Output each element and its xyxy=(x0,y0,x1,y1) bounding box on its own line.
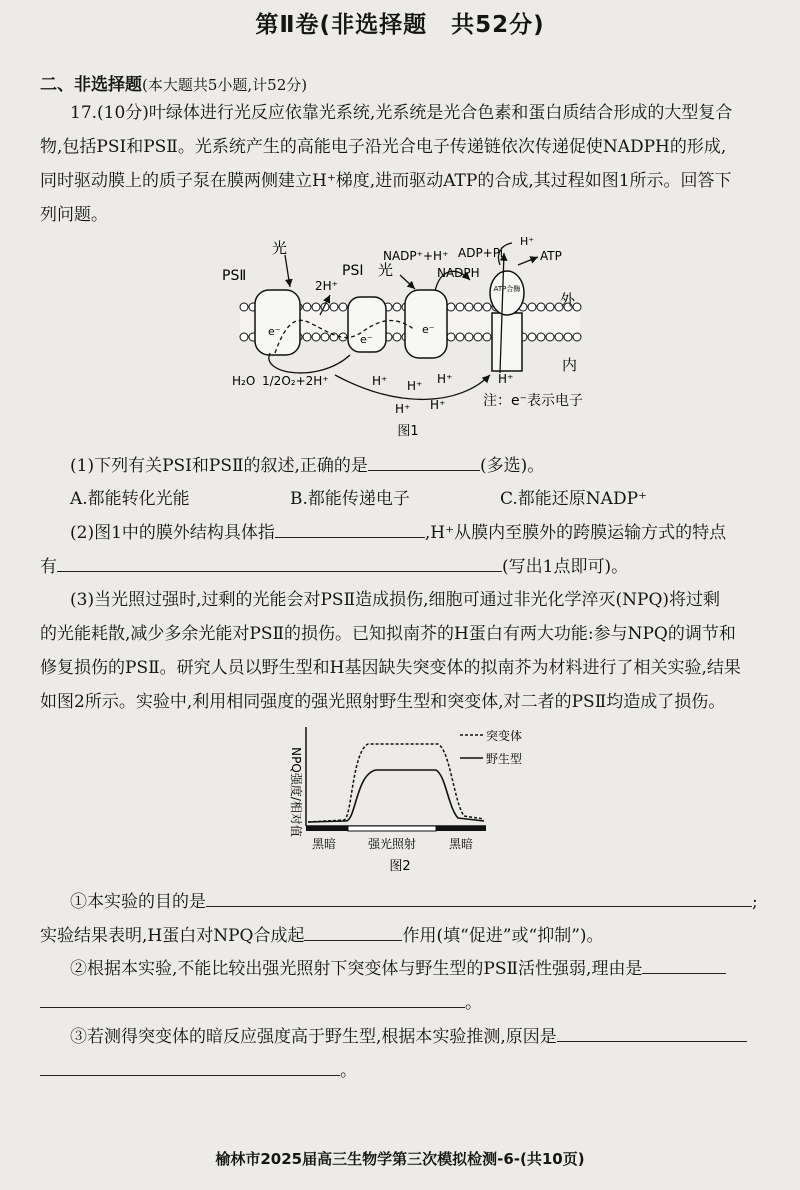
atp-label: ATP xyxy=(540,249,562,263)
answer-blank-8[interactable] xyxy=(557,1023,747,1042)
q17-intro-line-1: 17.(10分)叶绿体进行光反应依靠光系统,光系统是光合色素和蛋白质结合形成的大型复合 xyxy=(70,103,733,123)
atp-enzyme-label: ATP合酶 xyxy=(493,285,521,293)
q17-part3-line-4: 如图2所示。实验中,利用相同强度的强光照射野生型和突变体,对二者的PSⅡ均造成了损伤。 xyxy=(40,692,726,712)
water-label: H₂O xyxy=(232,374,256,388)
q17-part1 xyxy=(70,452,544,479)
light-label-2: 光 xyxy=(378,261,394,279)
q17-part2-c: 有 xyxy=(40,557,57,577)
fig2-ylabel: NPQ强度/相对值 xyxy=(289,747,303,837)
fig2-dark-bar-1 xyxy=(306,826,348,831)
fig2-light-bar xyxy=(348,826,436,831)
q17-part2-a: (2)图1中的膜外结构具体指 xyxy=(70,523,275,543)
figure-1-caption: 图1 xyxy=(397,424,419,439)
fig2-xlabel-2: 强光照射 xyxy=(367,837,417,851)
fig2-dark-bar-2 xyxy=(436,826,486,831)
psii-label: PSⅡ xyxy=(222,268,247,284)
fig2-xlabel-3: 黑暗 xyxy=(448,837,474,851)
sub-q1-a: ①本实验的目的是 xyxy=(70,892,206,912)
figure-2-chart xyxy=(278,722,548,882)
fig2-legend-wild: 野生型 xyxy=(486,752,523,766)
h-label-c: H⁺ xyxy=(437,372,453,386)
sub-q2-line1 xyxy=(70,955,726,982)
sub-q2-line2 xyxy=(40,989,482,1016)
sub-q1-line2 xyxy=(40,922,604,949)
answer-blank-2[interactable] xyxy=(275,519,425,538)
atp-synthase-stalk xyxy=(492,313,522,371)
section-header xyxy=(40,72,307,98)
fig2-mutant-curve xyxy=(308,744,484,822)
h-label-a: H⁺ xyxy=(372,374,388,388)
psi-label: PSⅠ xyxy=(342,263,364,279)
inside-label: 内 xyxy=(562,356,578,374)
outside-label: 外 xyxy=(560,291,576,309)
fig2-xlabel-1: 黑暗 xyxy=(311,837,337,851)
section-note: (本大题共5小题,计52分) xyxy=(142,76,308,94)
page-footer: 榆林市2025届高三生物学第三次模拟检测-6-(共10页) xyxy=(215,1150,585,1168)
e-label-3: e⁻ xyxy=(422,323,435,336)
option-c: C.都能还原NADP⁺ xyxy=(500,489,647,509)
answer-blank-7[interactable] xyxy=(40,989,465,1008)
sub-q3-line1 xyxy=(70,1023,747,1050)
option-b: B.都能传递电子 xyxy=(290,489,410,509)
q17-intro-line-2: 物,包括PSⅠ和PSⅡ。光系统产生的高能电子沿光合电子传递链依次传递促使NADPH的形成, xyxy=(40,137,727,157)
q17-part1-suffix: (多选)。 xyxy=(479,456,545,476)
two-h-label: 2H⁺ xyxy=(315,279,338,293)
answer-blank-1[interactable] xyxy=(368,452,480,471)
q17-part2-b: ,H⁺从膜内至膜外的跨膜运输方式的特点 xyxy=(424,523,727,543)
sub-q3-end: 。 xyxy=(340,1061,357,1081)
e-label-2: e⁻ xyxy=(360,333,373,346)
light-label-1: 光 xyxy=(272,239,288,257)
q17-part2-line1 xyxy=(70,519,726,546)
adp-label: ADP+Pi xyxy=(458,246,504,260)
sub-q1-b: ; xyxy=(752,892,758,912)
h-label-f: H⁺ xyxy=(498,372,514,386)
q17-part1-stem: (1)下列有关PSⅠ和PSⅡ的叙述,正确的是 xyxy=(70,456,368,476)
exam-part-title: 第Ⅱ卷(非选择题 共52分) xyxy=(255,12,545,38)
section-heading: 二、非选择题 xyxy=(40,75,142,95)
q17-part2-d: (写出1点即可)。 xyxy=(502,557,629,577)
answer-blank-3[interactable] xyxy=(57,553,502,572)
atp-synthase-head xyxy=(490,271,524,315)
figure-1-diagram xyxy=(200,235,620,440)
sub-q1-c: 实验结果表明,H蛋白对NPQ合成起 xyxy=(40,926,305,946)
answer-blank-4[interactable] xyxy=(206,888,752,907)
fig2-wild-curve xyxy=(308,770,484,822)
fig2-caption: 图2 xyxy=(389,859,411,874)
h-top-label: H⁺ xyxy=(520,235,535,248)
answer-blank-6[interactable] xyxy=(642,955,726,974)
oxygen-label: 1/2O₂+2H⁺ xyxy=(262,374,329,388)
h-label-b: H⁺ xyxy=(407,379,423,393)
sub-q1-line1 xyxy=(70,888,758,915)
sub-q3-line2 xyxy=(40,1057,357,1084)
nadp-label: NADP⁺+H⁺ xyxy=(383,249,449,263)
electron-note: 注：e⁻表示电子 xyxy=(483,393,584,409)
nadph-label: NADPH xyxy=(437,266,480,280)
h-label-d: H⁺ xyxy=(395,402,411,416)
q17-part3-line-1: (3)当光照过强时,过剩的光能会对PSⅡ造成损伤,细胞可通过非光化学淬灭(NPQ)将过剩 xyxy=(70,590,721,610)
sub-q1-d: 作用(填“促进”或“抑制”)。 xyxy=(402,926,604,946)
e-label-1: e⁻ xyxy=(268,325,281,338)
fig2-legend-mutant: 突变体 xyxy=(486,729,523,743)
q17-part3-line-2: 的光能耗散,减少多余光能对PSⅡ的损伤。已知拟南芥的H蛋白有两大功能:参与NPQ的调节和 xyxy=(40,624,736,644)
q17-intro-line-4: 列问题。 xyxy=(40,205,108,225)
option-a: A.都能转化光能 xyxy=(70,489,190,509)
sub-q2-end: 。 xyxy=(465,993,482,1013)
q17-part2-line2 xyxy=(40,553,628,580)
q17-intro-line-3: 同时驱动膜上的质子泵在膜两侧建立H⁺梯度,进而驱动ATP的合成,其过程如图1所示。回答下 xyxy=(40,171,732,191)
answer-blank-9[interactable] xyxy=(40,1057,340,1076)
q17-part3-line-3: 修复损伤的PSⅡ。研究人员以野生型和H基因缺失突变体的拟南芥为材料进行了相关实验,结果 xyxy=(40,658,741,678)
sub-q3-a: ③若测得突变体的暗反应强度高于野生型,根据本实验推测,原因是 xyxy=(70,1027,557,1047)
sub-q2-a: ②根据本实验,不能比较出强光照射下突变体与野生型的PSⅡ活性强弱,理由是 xyxy=(70,959,643,979)
answer-blank-5[interactable] xyxy=(304,922,402,941)
h-label-e: H⁺ xyxy=(430,398,446,412)
